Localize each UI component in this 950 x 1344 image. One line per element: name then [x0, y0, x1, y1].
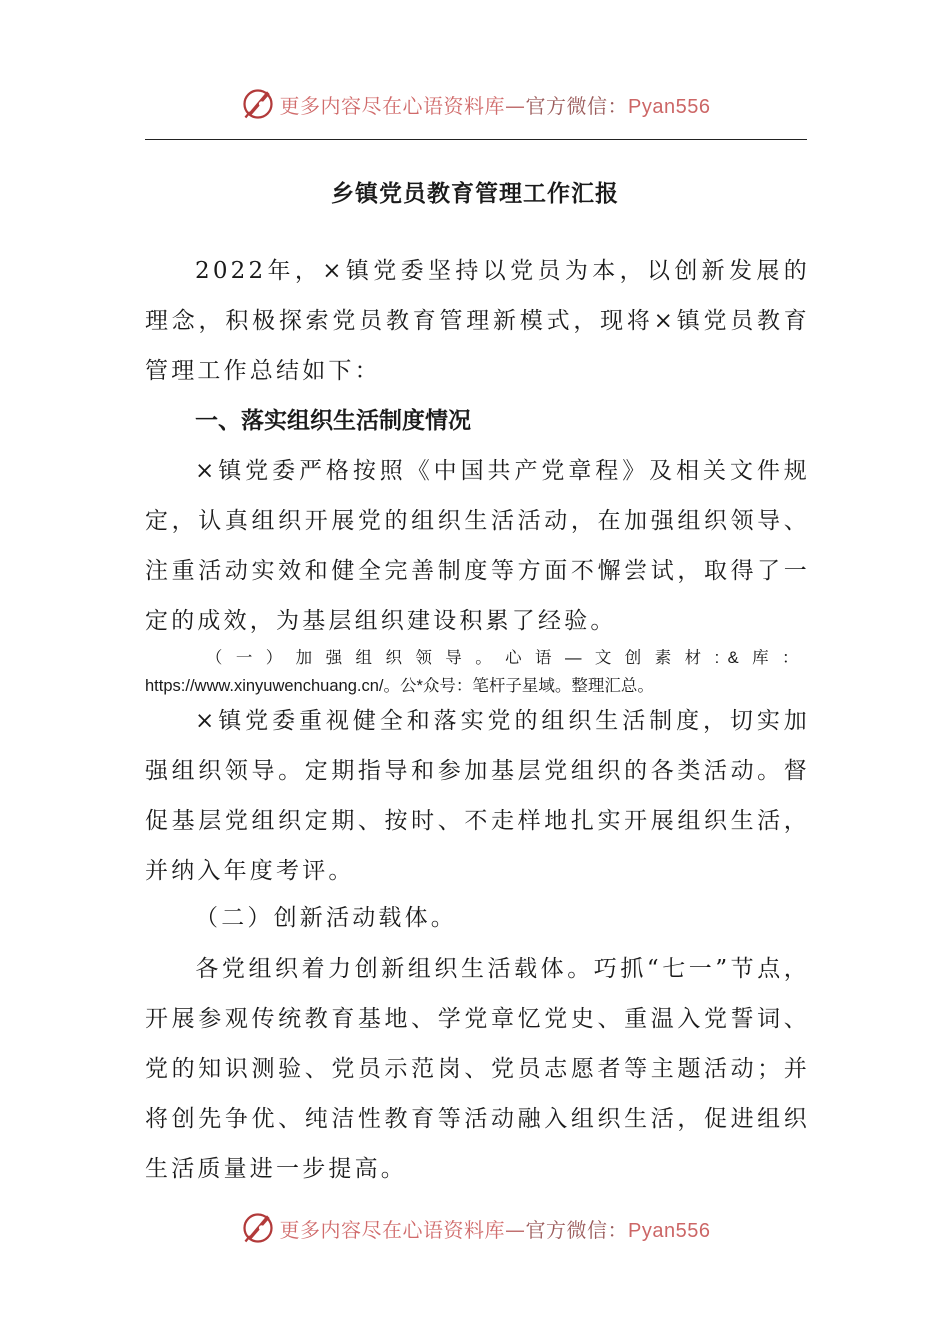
intro-paragraph [145, 246, 810, 396]
sub2-heading: （二）创新活动载体。 [195, 905, 457, 931]
sub1-lead: （一）加强组织领导。心语—文创素材:&库： [201, 649, 807, 667]
page-title: 乡镇党员教育管理工作汇报 [331, 181, 619, 207]
footer-brand-name: 更多内容尽在心语资料库 [279, 1217, 506, 1242]
sub1-tail: https://www.xinyuwenchuang.cn/。公*众号：笔杆子星域。整理汇总。 [145, 677, 654, 695]
sub1-text: ×镇党委重视健全和落实党的组织生活制度，切实加强组织领导。定期指导和参加基层党组织的各类活动。督促基层党组织定期、按时、不走样地扎实开展组织生活，并纳入年度考评。 [145, 708, 810, 884]
sub2-text: 各党组织着力创新组织生活载体。巧抓“七一”节点，开展参观传统教育基地、学党章忆党史、重温入党誓词、党的知识测验、党员示范岗、党员志愿者等主题活动；并将创先争优、纯洁性教育等活动融入组织生活，促进组织生活质量进一步提高。 [145, 956, 810, 1182]
header-divider [145, 139, 807, 140]
footer-wechat-label: 官方微信： [525, 1217, 629, 1242]
header-wechat-label: 官方微信： [525, 93, 629, 118]
header-brand-name: 更多内容尽在心语资料库 [279, 93, 506, 118]
footer-brand-text [280, 1214, 711, 1243]
header-brand-text [280, 90, 711, 119]
quill-pen-logo-icon [240, 1210, 276, 1246]
footer-dash: — [505, 1217, 526, 1242]
intro-text: 2022年，×镇党委坚持以党员为本，以创新发展的理念，积极探索党员教育管理新模式，现将×镇党员教育管理工作总结如下： [145, 258, 810, 384]
header-dash: — [505, 93, 526, 118]
header-banner [0, 84, 950, 124]
quill-pen-logo-icon [240, 86, 276, 122]
section1-text: ×镇党委严格按照《中国共产党章程》及相关文件规定，认真组织开展党的组织生活活动，在加强组织领导、注重活动实效和健全完善制度等方面不懈尝试，取得了一定的成效，为基层组织建设积累了经验。 [145, 458, 810, 634]
footer-banner [0, 1208, 950, 1248]
section1-heading: 一、落实组织生活制度情况 [195, 408, 471, 434]
sub1-heading-line [145, 644, 807, 700]
sub1-paragraph [145, 696, 810, 896]
section1-paragraph [145, 446, 810, 646]
footer-account: Pyan556 [628, 1219, 711, 1242]
header-account: Pyan556 [628, 95, 711, 118]
sub2-paragraph [145, 944, 810, 1194]
